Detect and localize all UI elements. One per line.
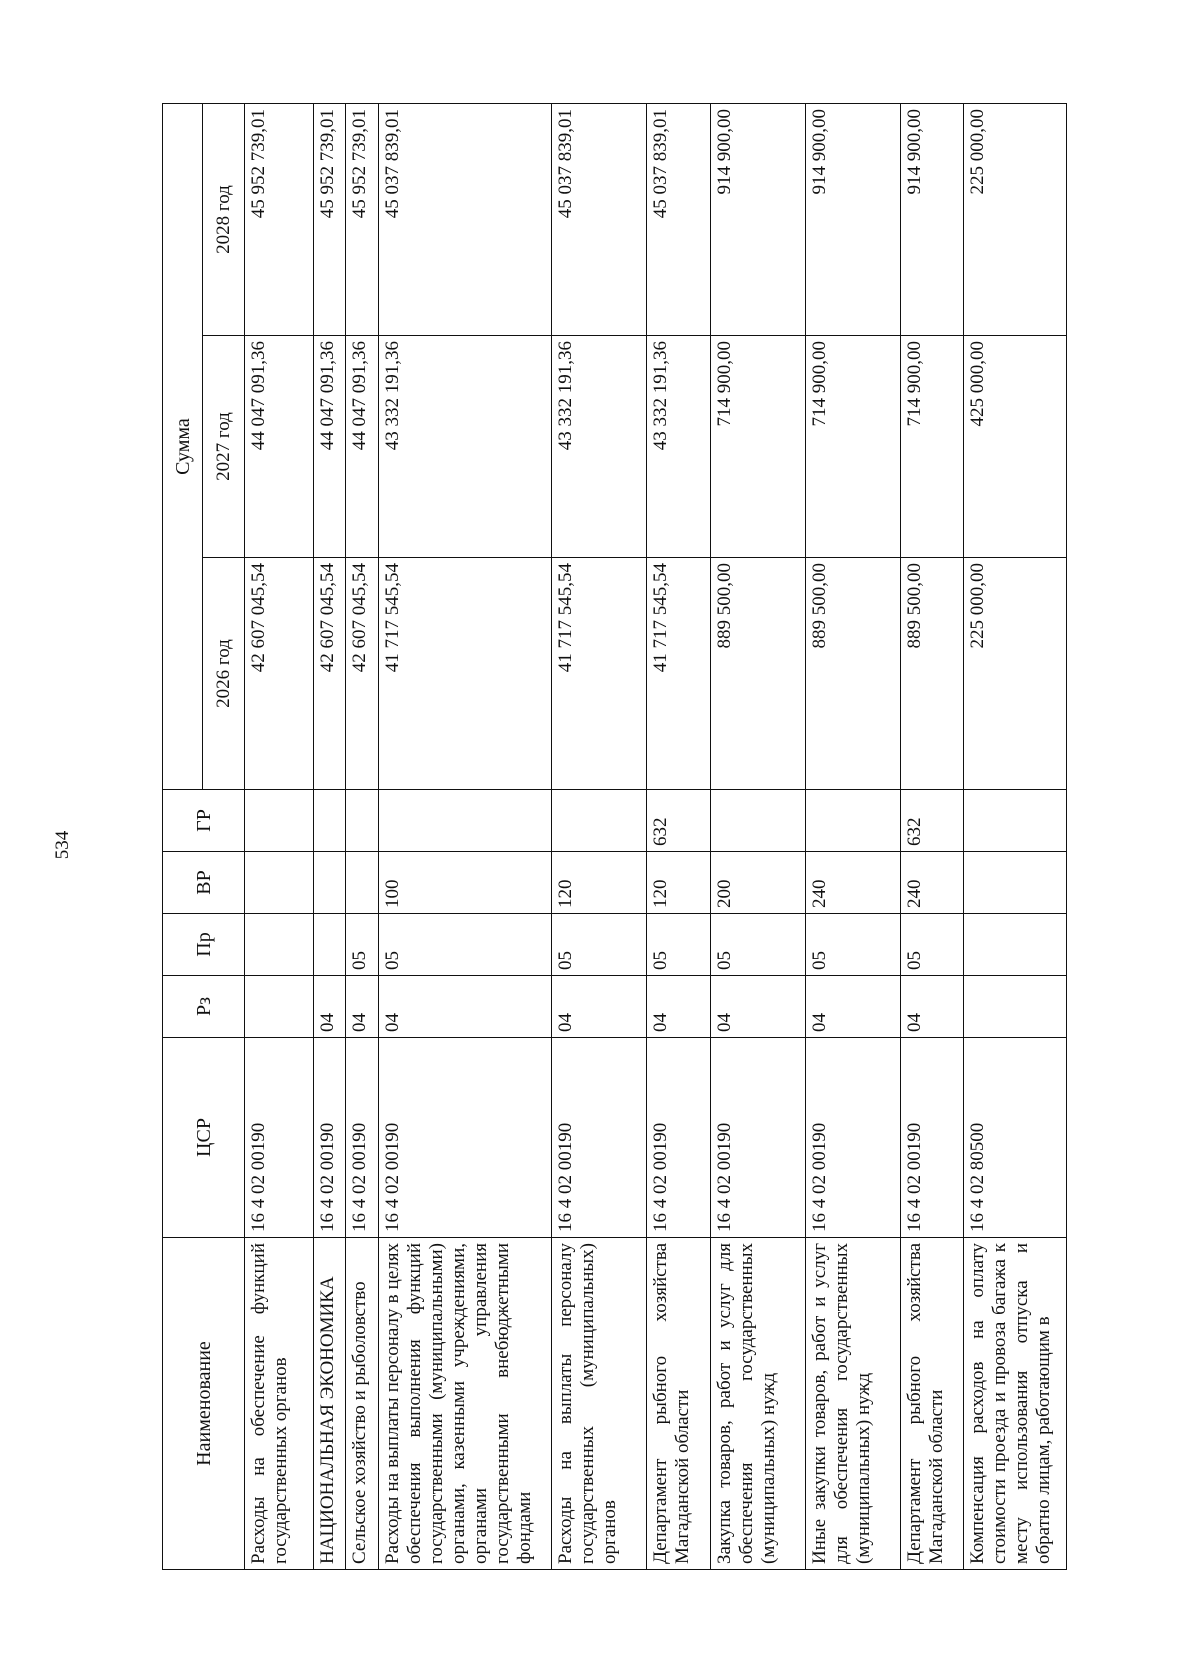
header-vr: ВР [163,852,245,914]
rotated-table-container [162,104,1067,1570]
table-row [963,104,1067,1570]
cell-vr [963,852,1067,914]
cell-2027: 44 047 091,36 [313,336,345,558]
cell-2028: 914 900,00 [901,104,963,336]
cell-csr: 16 4 02 00190 [711,1038,806,1238]
header-csr: ЦСР [163,1038,245,1238]
cell-gr [963,790,1067,852]
cell-2027: 43 332 191,36 [552,336,647,558]
cell-2026: 889 500,00 [806,558,901,790]
cell-vr: 240 [806,852,901,914]
table-row [313,104,345,1570]
table-header [163,104,245,1570]
cell-2027: 425 000,00 [963,336,1067,558]
cell-name: Сельское хозяйство и рыболовство [346,1238,378,1570]
cell-2028: 914 900,00 [806,104,901,336]
header-2027: 2027 год [203,336,245,558]
cell-rz: 04 [806,976,901,1038]
cell-pr: 05 [552,914,647,976]
cell-gr [378,790,551,852]
cell-gr [245,790,314,852]
table-row [346,104,378,1570]
cell-2026: 41 717 545,54 [552,558,647,790]
cell-name: НАЦИОНАЛЬНАЯ ЭКОНОМИКА [313,1238,345,1570]
cell-csr: 16 4 02 00190 [346,1038,378,1238]
cell-2028: 45 952 739,01 [245,104,314,336]
cell-2027: 43 332 191,36 [646,336,711,558]
cell-2026: 42 607 045,54 [346,558,378,790]
cell-vr [313,852,345,914]
cell-2028: 45 037 839,01 [552,104,647,336]
cell-pr [963,914,1067,976]
cell-pr: 05 [646,914,711,976]
table-row [901,104,963,1570]
cell-2028: 225 000,00 [963,104,1067,336]
cell-name: Расходы на обеспечение функций государственных органов [245,1238,314,1570]
cell-gr [806,790,901,852]
cell-2027: 44 047 091,36 [346,336,378,558]
header-sum: Сумма [163,104,203,790]
cell-gr [346,790,378,852]
cell-rz: 04 [901,976,963,1038]
cell-2026: 42 607 045,54 [245,558,314,790]
cell-rz: 04 [346,976,378,1038]
cell-vr [245,852,314,914]
cell-2027: 714 900,00 [711,336,806,558]
cell-gr [552,790,647,852]
cell-rz: 04 [552,976,647,1038]
cell-2026: 225 000,00 [963,558,1067,790]
header-name: Наименование [163,1238,245,1570]
cell-csr: 16 4 02 00190 [552,1038,647,1238]
cell-csr: 16 4 02 00190 [806,1038,901,1238]
cell-pr: 05 [901,914,963,976]
table-row [646,104,711,1570]
cell-pr: 05 [711,914,806,976]
cell-2026: 42 607 045,54 [313,558,345,790]
cell-pr: 05 [806,914,901,976]
cell-name: Департамент рыбного хозяйства Магаданской области [901,1238,963,1570]
header-2028: 2028 год [203,104,245,336]
cell-csr: 16 4 02 00190 [378,1038,551,1238]
cell-pr [313,914,345,976]
cell-pr: 05 [346,914,378,976]
cell-csr: 16 4 02 80500 [963,1038,1067,1238]
cell-vr: 120 [646,852,711,914]
budget-table [162,103,1067,1570]
cell-name: Закупка товаров, работ и услуг для обеспечения государственных (муниципальных) нужд [711,1238,806,1570]
table-row [711,104,806,1570]
cell-name: Расходы на выплаты персоналу государственных (муниципальных) органов [552,1238,647,1570]
table-row [552,104,647,1570]
cell-2028: 914 900,00 [711,104,806,336]
cell-csr: 16 4 02 00190 [901,1038,963,1238]
cell-rz [245,976,314,1038]
cell-rz: 04 [378,976,551,1038]
cell-rz: 04 [646,976,711,1038]
header-rz: Рз [163,976,245,1038]
cell-gr [711,790,806,852]
cell-2027: 44 047 091,36 [245,336,314,558]
cell-2027: 714 900,00 [901,336,963,558]
header-2026: 2026 год [203,558,245,790]
table-body [245,104,1067,1570]
header-gr: ГР [163,790,245,852]
cell-gr: 632 [901,790,963,852]
table-row [245,104,314,1570]
cell-vr: 240 [901,852,963,914]
cell-name: Иные закупки товаров, работ и услуг для обеспечения государственных (муниципальных) нужд [806,1238,901,1570]
page-number: 534 [52,830,73,860]
cell-name: Расходы на выплаты персоналу в целях обеспечения выполнения функций государственными (муниципальными) органами, казенными учреждениями, органами управления государственными внебюджетными фондами [378,1238,551,1570]
cell-2028: 45 952 739,01 [313,104,345,336]
cell-2026: 41 717 545,54 [646,558,711,790]
cell-name: Департамент рыбного хозяйства Магаданской области [646,1238,711,1570]
table-row [806,104,901,1570]
cell-name: Компенсация расходов на оплату стоимости проезда и провоза багажа к месту использования отпуска и обратно лицам, работающим в [963,1238,1067,1570]
cell-vr [346,852,378,914]
cell-2026: 889 500,00 [901,558,963,790]
cell-pr [245,914,314,976]
cell-vr: 100 [378,852,551,914]
cell-csr: 16 4 02 00190 [245,1038,314,1238]
cell-gr: 632 [646,790,711,852]
cell-csr: 16 4 02 00190 [313,1038,345,1238]
cell-2028: 45 037 839,01 [646,104,711,336]
cell-vr: 120 [552,852,647,914]
cell-csr: 16 4 02 00190 [646,1038,711,1238]
cell-rz [963,976,1067,1038]
cell-vr: 200 [711,852,806,914]
cell-2028: 45 037 839,01 [378,104,551,336]
cell-2027: 714 900,00 [806,336,901,558]
cell-2028: 45 952 739,01 [346,104,378,336]
cell-2026: 41 717 545,54 [378,558,551,790]
cell-gr [313,790,345,852]
table-wrap [162,104,1067,1570]
cell-rz: 04 [313,976,345,1038]
cell-2027: 43 332 191,36 [378,336,551,558]
cell-rz: 04 [711,976,806,1038]
table-row [378,104,551,1570]
cell-pr: 05 [378,914,551,976]
header-pr: Пр [163,914,245,976]
cell-2026: 889 500,00 [711,558,806,790]
